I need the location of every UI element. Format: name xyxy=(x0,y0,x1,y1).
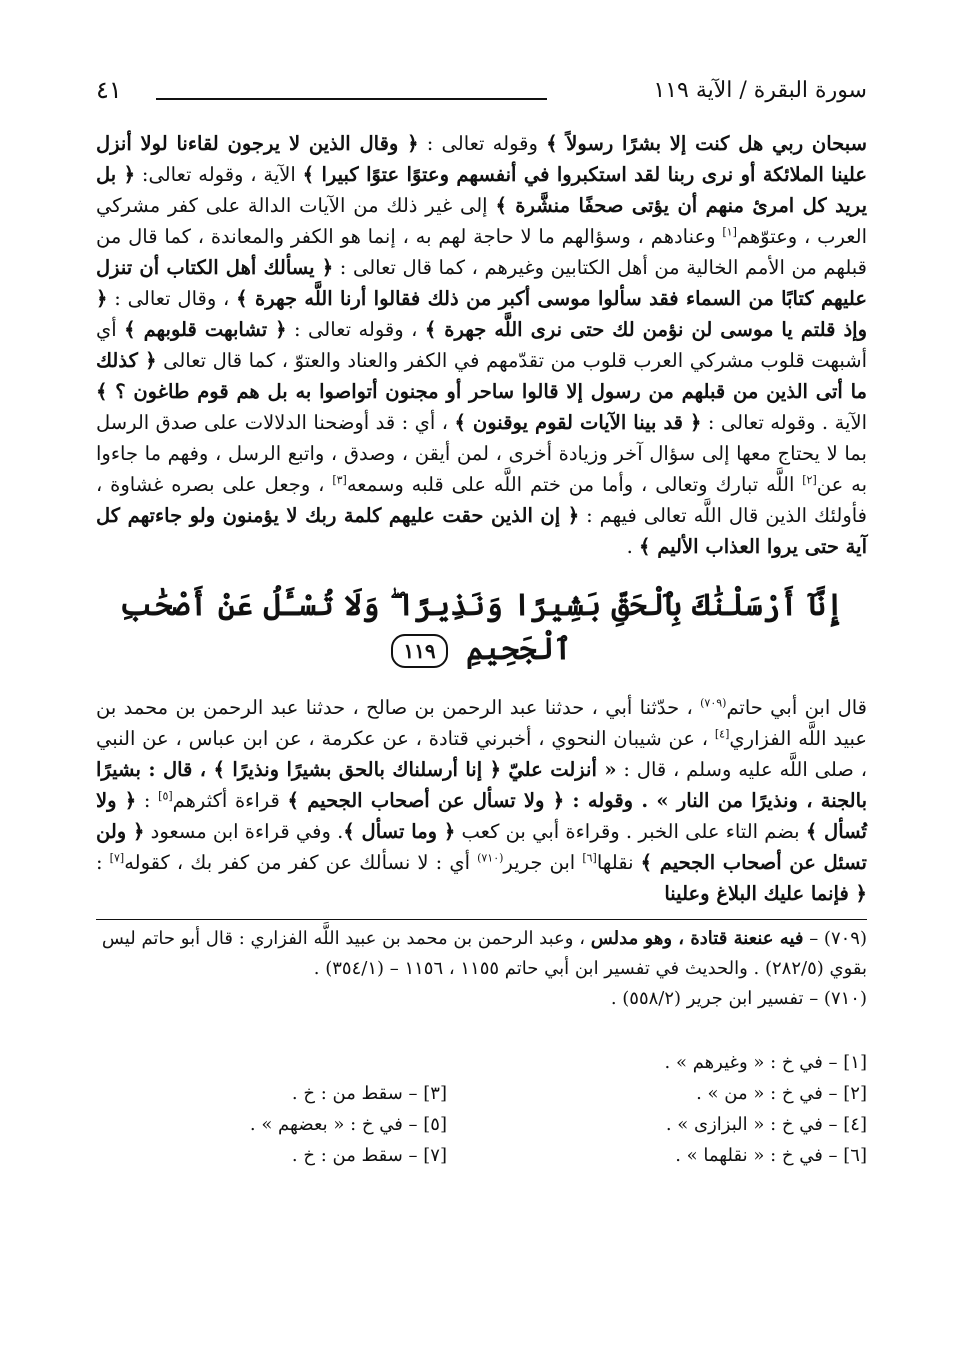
quran-verse xyxy=(96,584,867,672)
quoted-text: ﴿ قد بينا الآيات لقوم يوقنون ﴾ xyxy=(454,411,702,434)
text-run: الآية . وقوله تعالى : xyxy=(701,411,867,434)
note-ref: [٢] xyxy=(802,473,817,487)
text-run: ، وقال تعالى : xyxy=(107,287,237,310)
text-run: ، وعبد الرحمن بن محمد بن عبيد اللَّه الفزاري : قال أبو حاتم ليس بقوي (٢٨٢/٥) . والحديث في تفسير ابن أبي حاتم ١١٥٥ ، ١١٥٦ – (٣٥٤/١) . xyxy=(101,928,867,979)
text-run: ، وجعل على بصره غشاوة ، فأولئك الذين قال اللَّه تعالى فيهم : xyxy=(96,473,867,527)
paragraph-1 xyxy=(96,128,867,562)
text-run: . xyxy=(626,535,639,558)
footnote-710 xyxy=(96,984,867,1014)
text-run: : xyxy=(136,789,159,812)
note-ref: [٥] xyxy=(158,789,173,803)
footnotes xyxy=(96,924,867,1014)
quoted-text: سبحان ربي هل كنت إلا بشرًا رسولاً ﴾ xyxy=(546,132,867,155)
note-row xyxy=(96,1110,867,1141)
paragraph-2 xyxy=(96,692,867,909)
text-run: قال ابن أبي حاتم xyxy=(726,696,867,719)
page-header xyxy=(96,70,867,110)
text-run: ، حدّثنا أبي ، حدثنا عبد الرحمن بن صالح ، حدثنا عبد الرحمن بن محمد بن عبيد اللَّه الفزاري xyxy=(96,696,867,750)
note-ref: [١] xyxy=(722,225,737,239)
note-item: [٥] – في خ : « بعضهم » . xyxy=(249,1114,447,1135)
note-ref: [٧] xyxy=(109,851,125,865)
text-run: أي : لا نسألك عن كفر من كفر بك ، كقوله xyxy=(124,851,478,874)
quoted-text: ﴿ بل يريد كل امرئ منهم أن يؤتى صحفًا منشَّرة ﴾ xyxy=(96,163,867,217)
note-item: [١] – في خ : « وغيرهم » . xyxy=(664,1052,867,1073)
text-run: ابن جرير xyxy=(503,851,583,874)
page-number: ٤١ xyxy=(96,76,122,104)
note-ref: (٧١٠) xyxy=(477,851,504,865)
footnote-709 xyxy=(96,924,867,984)
text-run: نقلها xyxy=(596,851,641,874)
note-ref: (٧٠٩) xyxy=(700,696,727,710)
note-row xyxy=(96,1048,867,1079)
verse-text: إِنَّآ أَرْسَلْنَٰكَ بِٱلْحَقِّ بَشِيرًا وَنَذِيرًا ۖ وَلَا تُسْـَٔلُ عَنْ أَصْحَٰبِ ٱلْجَحِيمِ xyxy=(119,588,844,667)
quoted-text: ﴿ يسألك أهل الكتاب أن تنزل عليهم كتابًا من السماء فقد سألوا موسى أكبر من ذلك فقالوا أرنا اللَّه جهرة ﴾ xyxy=(96,256,867,310)
note-ref: [٦] xyxy=(582,851,597,865)
page xyxy=(96,70,867,1172)
note-row xyxy=(96,1141,867,1172)
text-run: (٧٠٩) – xyxy=(803,928,867,949)
text-run: ، عن شيبان النحوي ، أخبرني قتادة ، عن عكرمة ، عن ابن عباس ، عن النبي ، صلى اللَّه عليه وسلم ، قال : xyxy=(96,727,867,781)
text-run: ، وقوله تعالى : xyxy=(286,318,425,341)
text-run: وعنادهم ، وسؤالهم ما لا حاجة لهم به ، إنما هو الكفر والمعاندة ، كما قال من قبلهم من الأمم الخالية من أهل الكتابين وغيرهم ، كما قال تعالى : xyxy=(96,225,867,279)
quoted-text: ﴿ وما تسأل ﴾ xyxy=(343,820,456,843)
text-run: ، أي : قد أوضحنا الدلالات على صدق الرسل بما لا يحتاج معها إلى سؤال آخر وزيادة أخرى ، لمن أيقن ، وصدق ، واتبع الرسل ، وفهم ما جاءوا به عن xyxy=(96,411,868,496)
quoted-text: « أنزلت عليّ ﴿ إنا أرسلناك بالحق بشيرًا ونذيرًا ﴾ ، قال : بشيرًا بالجنة ، ونذيرًا من النار » . وقوله : ﴿ ولا تسأل عن أصحاب الجحيم ﴾ xyxy=(96,758,867,812)
text-run: الآية ، وقوله تعالى: xyxy=(135,163,303,186)
text-run: . وفي قراءة ابن مسعود xyxy=(144,820,344,843)
text-run: بضم التاء على الخبر . وقراءة أبي بن كعب xyxy=(455,820,806,843)
quoted-text: ﴿ فإنما عليك البلاغ وعلينا xyxy=(664,882,867,905)
quoted-text: ﴿ كذلك ما أتى الذين من قبلهم من رسول إلا قالوا ساحر أو مجنون أتواصوا به بل هم قوم طاغون ؟ ﴾ xyxy=(96,349,867,403)
text-run: إلى غير ذلك من الآيات الدالة على كفر مشركي العرب ، وعتوّهم xyxy=(96,194,867,248)
text-run: وقوله تعالى : xyxy=(418,132,547,155)
note-item: [٧] – سقط من : خ . xyxy=(291,1145,447,1166)
text-run: (٧١٠) – تفسير ابن جرير (٥٥٨/٢) . xyxy=(610,988,867,1009)
note-item: [٤] – في خ : « البزازى » . xyxy=(665,1114,867,1135)
running-title: سورة البقرة / الآية ١١٩ xyxy=(653,78,867,103)
header-rule xyxy=(156,98,547,100)
text-run: اللَّه تبارك وتعالى ، وأما من ختم اللَّه على قلبه وسمعه xyxy=(346,473,803,496)
note-item: [٦] – في خ : « نقلهما » . xyxy=(675,1145,867,1166)
editor-notes xyxy=(96,1048,867,1172)
quoted-text: ﴿ إن الذين حقت عليهم كلمة ربك لا يؤمنون ولو جاءتهم كل آية حتى يروا العذاب الأليم ﴾ xyxy=(96,504,867,558)
note-ref: [٣] xyxy=(332,473,347,487)
note-ref: [٤] xyxy=(714,727,730,741)
quoted-text: ﴿ ولن تسئل عن أصحاب الجحيم ﴾ xyxy=(96,820,867,874)
quoted-text: فيه عنعنة قتادة ، وهو مدلس xyxy=(590,928,804,949)
note-item: [٢] – في خ : « من » . xyxy=(696,1083,867,1104)
text-run: : xyxy=(96,851,110,874)
note-row xyxy=(96,1079,867,1110)
quoted-text: ﴿ ولا تُسأل ﴾ xyxy=(96,789,867,843)
text-run: قراءة أكثرهم xyxy=(172,789,288,812)
verse-number: ١١٩ xyxy=(391,634,447,668)
quoted-text: ﴿ وإذ قلتم يا موسى لن نؤمن لك حتى نرى اللَّه جهرة ﴾ xyxy=(96,287,867,341)
text-run: أي أشبهت قلوب مشركي العرب قلوب من تقدّمهم في الكفر والعناد والعتوّ ، كما قال تعالى xyxy=(96,318,867,372)
main-text xyxy=(96,128,867,909)
quoted-text: ﴿ وقال الذين لا يرجون لقاءنا لولا أنزل علينا الملائكة أو نرى ربنا لقد استكبروا في أنفسهم وعتوًا عتوًا كبيرا ﴾ xyxy=(96,132,867,186)
note-item: [٣] – سقط من : خ . xyxy=(291,1083,447,1104)
quoted-text: ﴿ تشابهت قلوبهم ﴾ xyxy=(124,318,287,341)
footnote-separator xyxy=(96,919,867,920)
